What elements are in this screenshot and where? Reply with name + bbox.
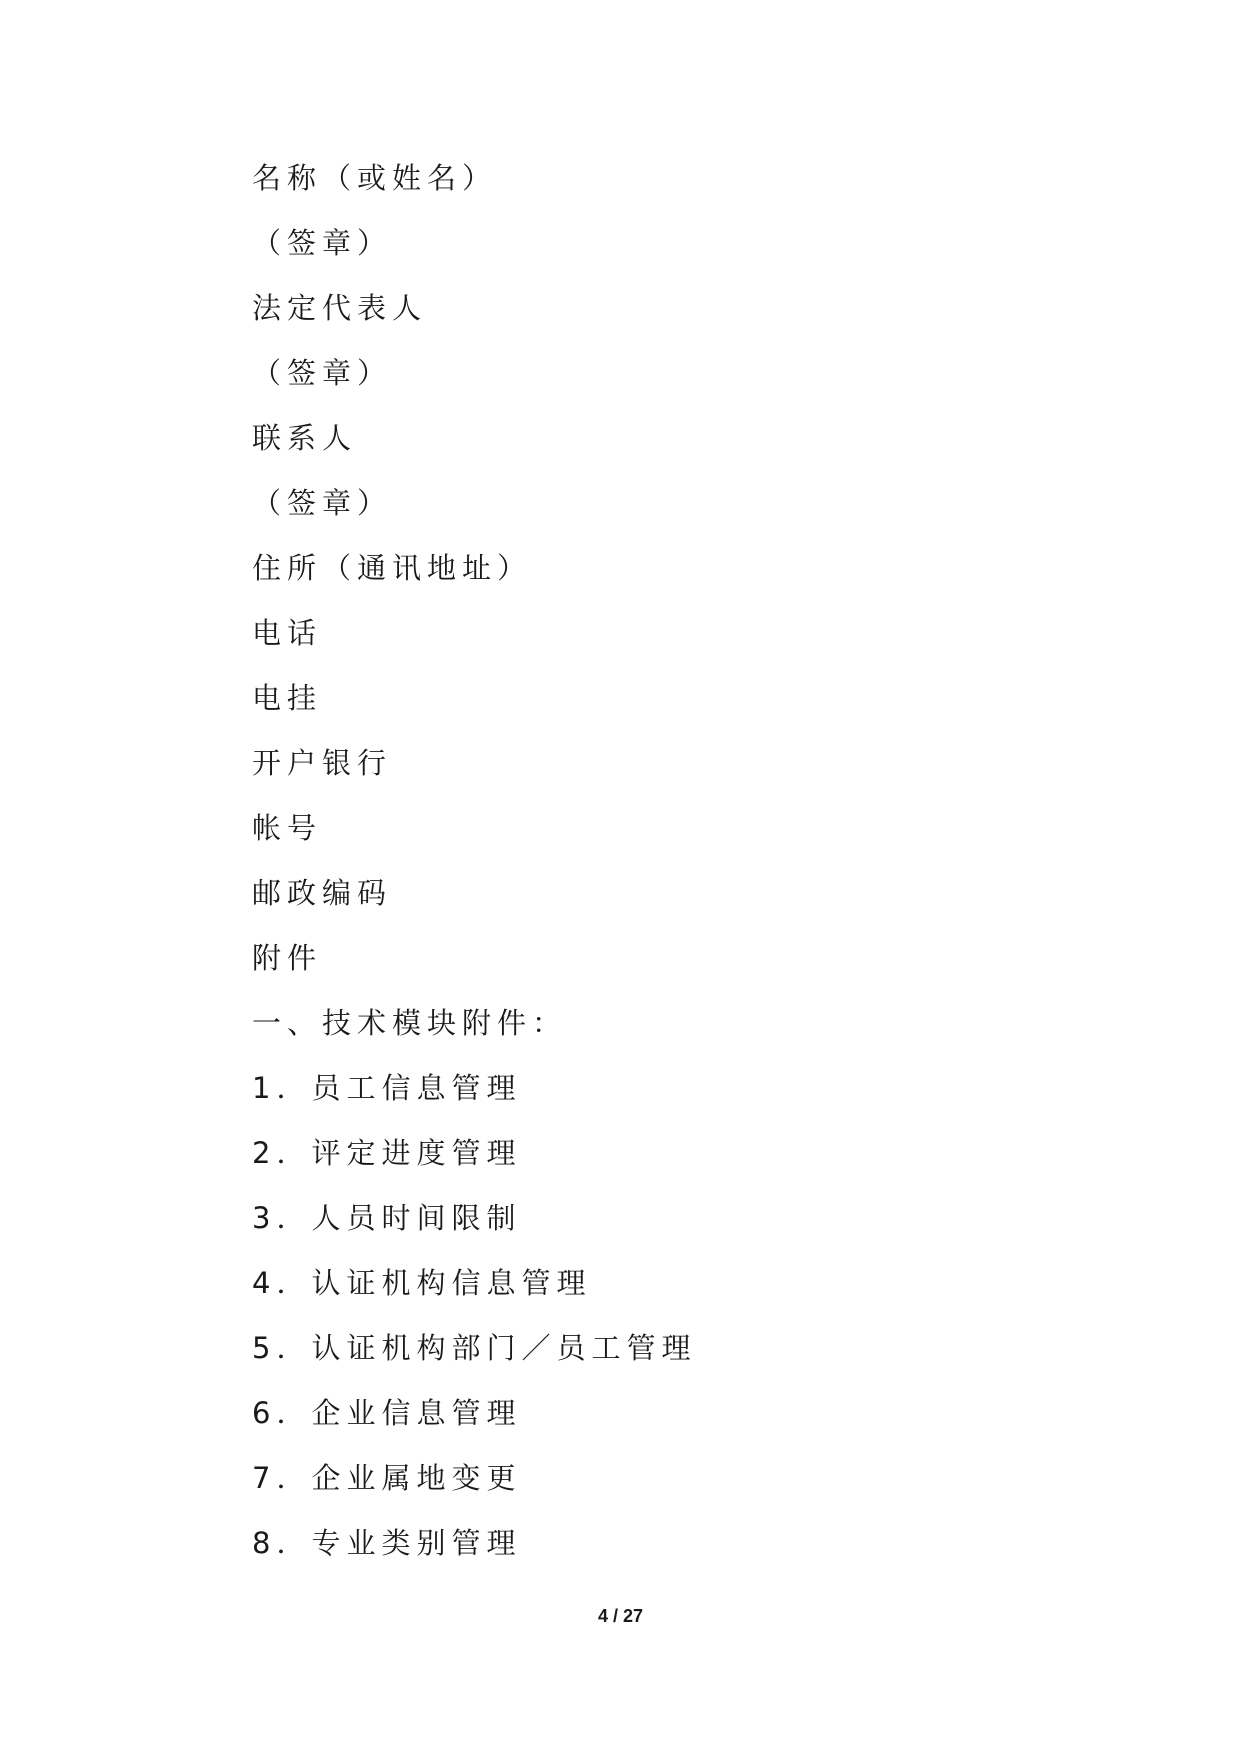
list-item: 8．专业类别管理 — [252, 1526, 522, 1560]
list-item: 3．人员时间限制 — [252, 1201, 522, 1235]
postal-code-label: 邮政编码 — [252, 876, 393, 910]
list-item: 6．企业信息管理 — [252, 1396, 522, 1430]
list-item: 4．认证机构信息管理 — [252, 1266, 592, 1300]
phone-label: 电话 — [252, 616, 323, 650]
bank-label: 开户银行 — [252, 746, 393, 780]
list-item: 5．认证机构部门／员工管理 — [252, 1331, 697, 1365]
seal-label: （签章） — [252, 486, 393, 520]
address-label: 住所（通讯地址） — [252, 551, 533, 585]
contact-person-label: 联系人 — [252, 421, 358, 455]
list-item: 1．员工信息管理 — [252, 1071, 522, 1105]
legal-representative-label: 法定代表人 — [252, 291, 428, 325]
seal-label: （签章） — [252, 226, 393, 260]
list-item: 2．评定进度管理 — [252, 1136, 522, 1170]
account-label: 帐号 — [252, 811, 323, 845]
telegraph-label: 电挂 — [252, 681, 323, 715]
seal-label: （签章） — [252, 356, 393, 390]
attachment-heading: 附件 — [252, 941, 323, 975]
field-name-label: 名称（或姓名） — [252, 161, 498, 195]
section-heading: 一、技术模块附件： — [252, 1006, 568, 1040]
document-body — [252, 158, 1012, 1588]
list-item: 7．企业属地变更 — [252, 1461, 522, 1495]
page-number: 4 / 27 — [597, 1606, 644, 1626]
